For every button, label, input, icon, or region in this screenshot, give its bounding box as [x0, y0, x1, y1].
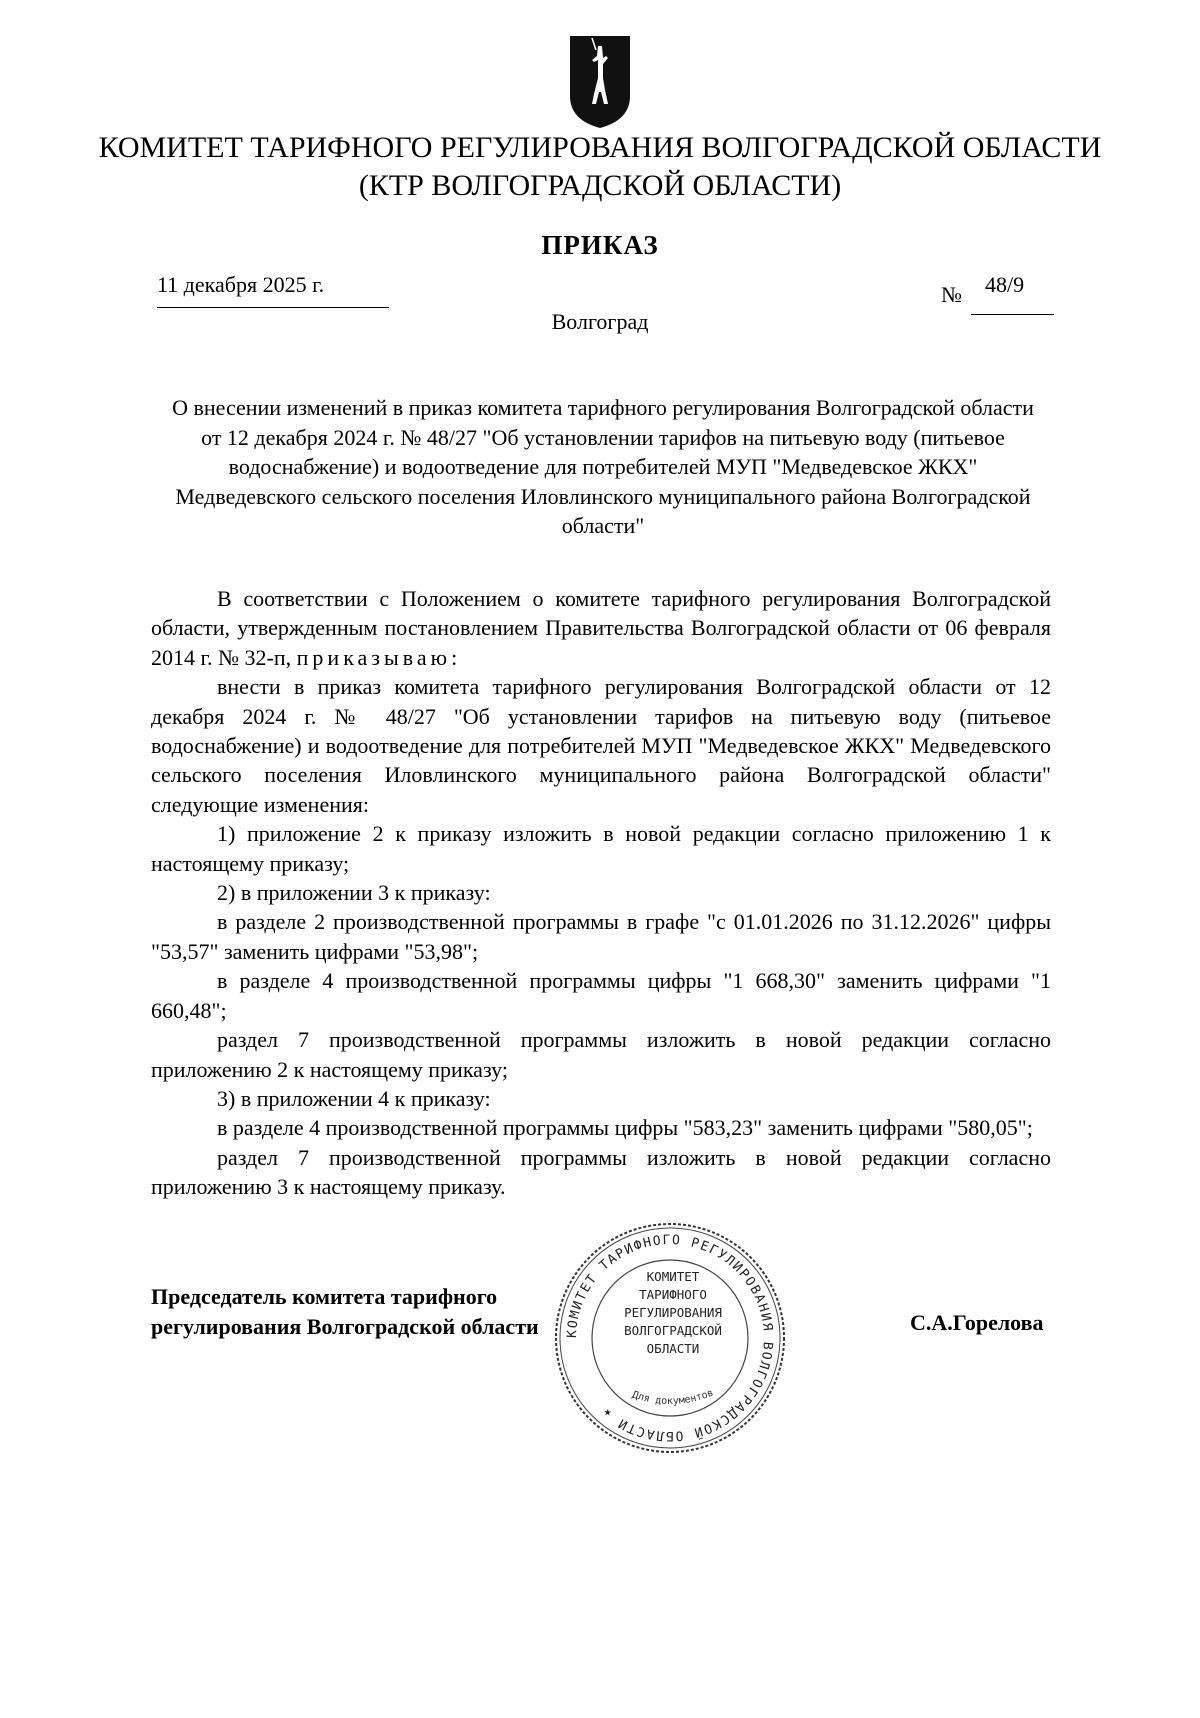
body-paragraph: внести в приказ комитета тарифного регулирования Волгоградской области от 12 декабря 2024 г. № 48/27 "Об установлении тарифов на питьевую воду (питьевое водоснабжение) и водоотведение для потребителей МУП "Медведевское ЖКХ" Медведевского сельского поселения Иловлинского муниципального района Волгоградской области" следующие изменения:	[151, 674, 1051, 817]
doc-subject: О внесении изменений в приказ комитета тарифного регулирования Волгоградской области от 12 декабря 2024 г. № 48/27 "Об установлении тарифов на питьевую воду (питьевое водоснабжение) и водоотведение для потребителей МУП "Медведевское ЖКХ" Медведевского сельского поселения Иловлинского муниципального района Волгоградской области"	[172, 395, 1034, 538]
org-abbreviation: (КТР ВОЛГОГРАДСКОЙ ОБЛАСТИ)	[358, 169, 842, 202]
preamble-text: В соответствии с Положением о комитете тарифного регулирования Волгоградской области, утвержденным постановлением Правительства Волгоградской области от 06 февраля 2014 г. № 32-п,	[151, 586, 1051, 670]
body-paragraph: 1) приложение 2 к приказу изложить в новой редакции согласно приложению 1 к настоящему приказу;	[151, 821, 1051, 876]
signatory-title-line: регулирования Волгоградской области	[151, 1314, 539, 1339]
body-paragraph: в разделе 4 производственной программы цифры "583,23" заменить цифрами "580,05";	[217, 1115, 1033, 1141]
doc-body	[151, 584, 1051, 1202]
signatory-title	[151, 1282, 539, 1342]
stamp-center-line: РЕГУЛИРОВАНИЯ	[624, 1305, 722, 1320]
body-paragraph: 2) в приложении 3 к приказу:	[217, 880, 491, 906]
volgograd-coat-of-arms-icon	[568, 34, 632, 130]
stamp-center-text	[615, 1268, 731, 1358]
doc-number: 48/9	[985, 272, 1025, 297]
doc-type-title: ПРИКАЗ	[541, 230, 659, 260]
order-word: приказываю:	[296, 644, 462, 670]
body-paragraph	[151, 584, 1051, 672]
stamp-center-line: ВОЛГОГРАДСКОЙ	[624, 1323, 722, 1338]
stamp-center-line: ОБЛАСТИ	[646, 1341, 700, 1356]
stamp-center-line: КОМИТЕТ	[646, 1269, 700, 1284]
number-label: №	[941, 282, 962, 307]
date-underline	[157, 307, 389, 308]
doc-city: Волгоград	[551, 309, 649, 334]
body-paragraph: раздел 7 производственной программы изложить в новой редакции согласно приложению 2 к настоящему приказу;	[151, 1027, 1051, 1082]
signatory-name: С.А.Горелова	[910, 1310, 1044, 1335]
svg-text:КОМИТЕТ ТАРИФНОГО РЕГУЛИРОВАНИ: КОМИТЕТ ТАРИФНОГО РЕГУЛИРОВАНИЯ ВОЛГОГРАДСКОЙ ОБЛАСТИ ★	[564, 1232, 776, 1444]
org-name: КОМИТЕТ ТАРИФНОГО РЕГУЛИРОВАНИЯ ВОЛГОГРАДСКОЙ ОБЛАСТИ	[98, 131, 1102, 164]
doc-date: 11 декабря 2025 г.	[157, 272, 325, 297]
body-paragraph: в разделе 4 производственной программы цифры "1 668,30" заменить цифрами "1 660,48";	[151, 968, 1051, 1023]
stamp-center-line: ТАРИФНОГО	[639, 1287, 707, 1302]
body-paragraph: 3) в приложении 4 к приказу:	[217, 1085, 491, 1111]
svg-text:Для документов: Для документов	[630, 1387, 716, 1408]
body-paragraph: раздел 7 производственной программы изложить в новой редакции согласно приложению 3 к настоящему приказу.	[151, 1144, 1051, 1200]
body-paragraph: в разделе 2 производственной программы в графе "с 01.01.2026 по 31.12.2026" цифры "53,57" заменить цифрами "53,98";	[151, 909, 1051, 964]
signatory-title-line: Председатель комитета тарифного	[151, 1284, 498, 1309]
